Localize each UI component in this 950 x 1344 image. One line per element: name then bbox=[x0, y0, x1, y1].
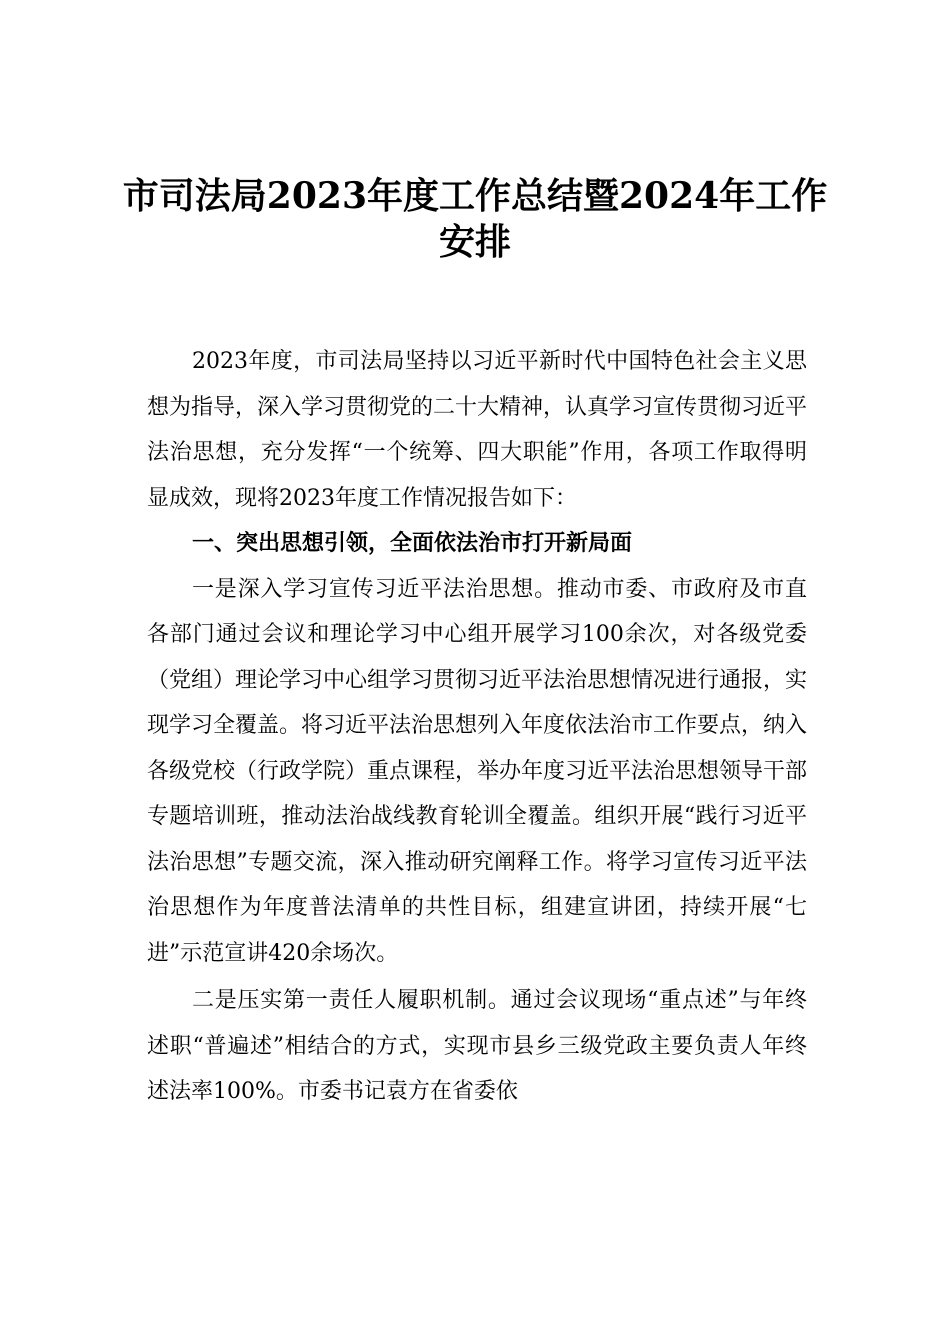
paragraph-2: 二是压实第一责任人履职机制。通过会议现场“重点述”与年终述职“普遍述”相结合的方式，实现市县乡三级党政主要负责人年终述法率100%。市委书记袁方在省委依 bbox=[147, 988, 807, 1104]
paragraph-1: 一是深入学习宣传习近平法治思想。推动市委、市政府及市直各部门通过会议和理论学习中心组开展学习100余次，对各级党委（党组）理论学习中心组学习贯彻习近平法治思想情况进行通报，实现学习全覆盖。将习近平法治思想列入年度依法治市工作要点，纳入各级党校（行政学院）重点课程，举办年度习近平法治思想领导干部专题培训班，推动法治战线教育轮训全覆盖。组织开展“践行习近平法治思想”专题交流，深入推动研究阐释工作。将学习宣传习近平法治思想作为年度普法清单的共性目标，组建宣讲团，持续开展“七进”示范宣讲420余场次。 bbox=[147, 576, 808, 966]
document-title-line1: 市司法局2023年度工作总结暨2024年工作 bbox=[122, 175, 828, 217]
document-body bbox=[147, 339, 807, 1115]
section-heading: 一、突出思想引领，全面依法治市打开新局面 bbox=[192, 531, 633, 556]
intro-paragraph: 2023年度，市司法局坚持以习近平新时代中国特色社会主义思想为指导，深入学习贯彻党的二十大精神，认真学习宣传贯彻习近平法治思想，充分发挥“一个统筹、四大职能”作用，各项工作取得明显成效，现将2023年度工作情况报告如下： bbox=[147, 349, 808, 511]
document-title-line2: 安排 bbox=[438, 221, 511, 263]
